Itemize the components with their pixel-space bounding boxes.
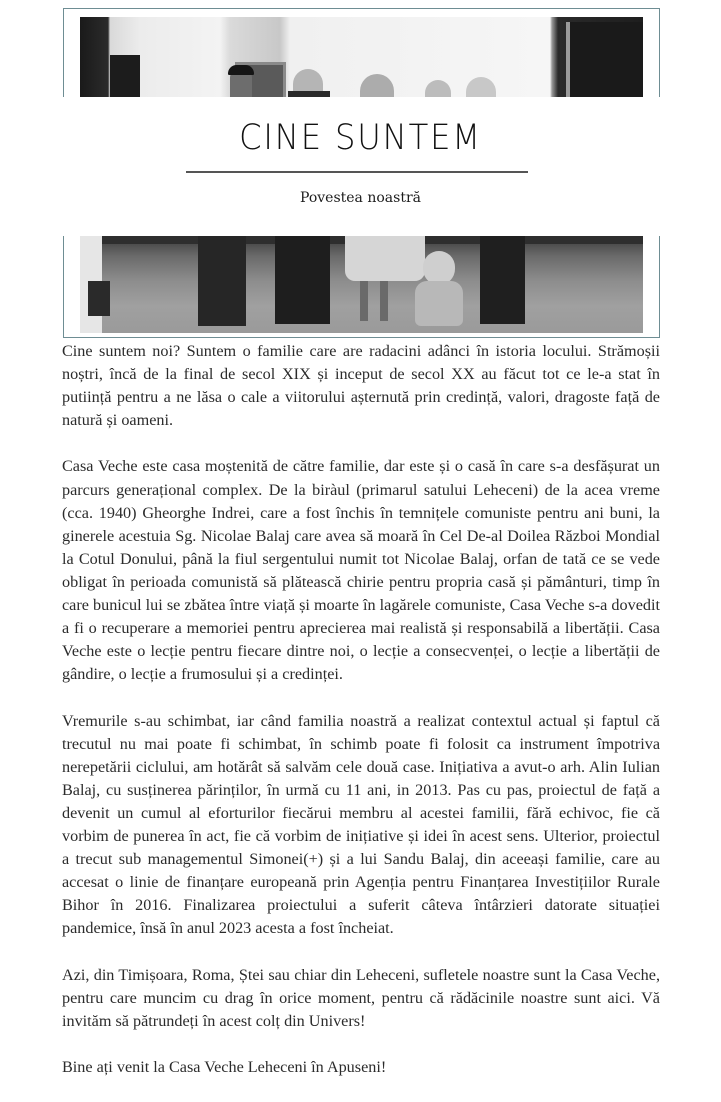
paragraph-casa-veche-history: Casa Veche este casa moștenită de către familie, dar este și o casă în care s-a desfășurat un parcurs generațional complex. De la biràul (primarul satului Leheceni) de la acea vreme (cca. 1940) Gheorghe Indrei, care a fost închis în temnițele comuniste pentru ani buni, la ginerele acestuia Sg. Nicolae Balaj care avea să moară în Cel De-al Doilea Război Mondial la Cotul Donului, până la fiul sergentului numit tot Nicolae Balaj, orfan de tată ce se vede obligat în perioada comunistă să plătească chirie pentru propria casă și pământuri, timp în care bunicul lui se zbătea între viață și moarte în lagărele comuniste, Casa Veche s-a dovedit a fi o recuperare a memoriei pentru aprecierea mai realistă și responsabilă a libertății. Casa Veche este o lecție pentru fiecare dintre noi, o lecție a consecvenței, o lecție a libertății de gândire, o lecție a frumosului și a credinței. <box>62 457 660 684</box>
page-subtitle: Povestea noastră <box>299 190 421 206</box>
family-photo-bottom <box>80 236 643 333</box>
paragraph-intro: Cine suntem noi? Suntem o familie care are radacini adânci în istoria locului. Strămoșii noștri, încă de la final de secol XIX și inceput de secol XX au făcut tot ce le-a stat în putiință pentru a ne lăsa o cale a viitorului așternută prin credință, valori, dragoste față de natură și oameni. <box>62 342 660 430</box>
frame-right-border-top <box>659 8 660 97</box>
frame-right-border-bottom <box>659 236 660 338</box>
frame-bottom-border <box>63 337 660 338</box>
frame-left-border-bottom <box>63 236 64 338</box>
title-divider <box>186 171 528 173</box>
frame-left-border-top <box>63 8 64 97</box>
page-title: CINE SUNTEM <box>239 118 482 158</box>
paragraph-today: Azi, din Timișoara, Roma, Ștei sau chiar din Leheceni, sufletele noastre sunt la Casa Veche, pentru care muncim cu drag în orice moment, pentru că rădăcinile noastre sunt aici. Vă invităm să pătrundeți în acest colț din Univers! <box>62 965 660 1030</box>
story-body <box>62 340 660 1102</box>
paragraph-welcome: Bine ați venit la Casa Veche Leheceni în Apuseni! <box>62 1057 387 1076</box>
paragraph-project: Vremurile s-au schimbat, iar când familia noastră a realizat contextul actual și faptul că trecutul nu mai poate fi schimbat, în schimb poate fi folosit ca instrument împotriva nerepetării ciclului, am hotărât să salvăm cele două case. Inițiativa a avut-o arh. Alin Iulian Balaj, cu susținerea părinților, în urmă cu 11 ani, in 2013. Pas cu pas, proiectul de față a devenit un cumul al eforturilor fiecărui membru al acestei familii, fără echivoc, fie că vorbim de punerea în act, fie că vorbim de inițiative și idei în acest sens. Ulterior, proiectul a trecut sub managementul Simonei(+) și a lui Sandu Balaj, din aceeași familie, care au accesat o linie de finanțare europeană prin Agenția pentru Finanțarea Investițiilor Rurale Bihor în 2016. Finalizarea proiectului a suferit câteva întârzieri datorate situației pandemice, însă în anul 2023 acesta a fost încheiat. <box>62 711 660 938</box>
frame-top-border <box>63 8 660 9</box>
family-photo-top <box>80 17 643 97</box>
